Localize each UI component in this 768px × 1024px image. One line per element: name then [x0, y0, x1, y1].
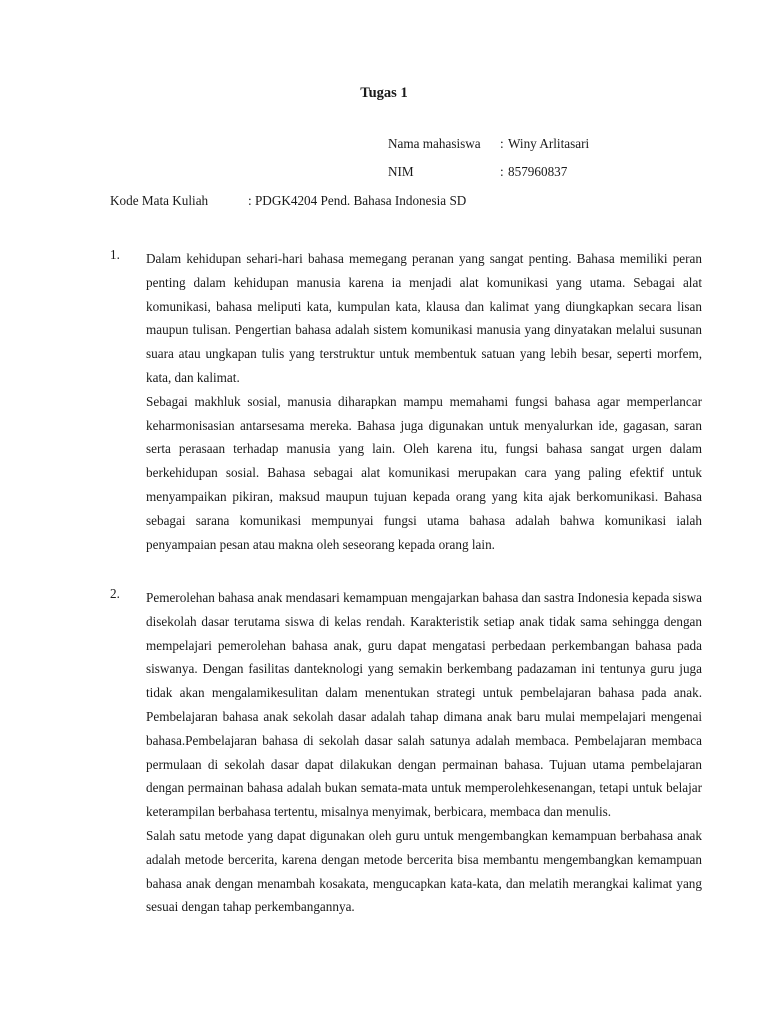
student-nim-value: 857960837	[508, 164, 568, 179]
student-name-row: Nama mahasiswa : Winy Arlitasari	[388, 136, 590, 151]
answer-paragraph: Dalam kehidupan sehari-hari bahasa memegang peranan yang sangat penting. Bahasa memiliki peran penting dalam kehidupan manusia karena ia menjadi alat komunikasi yang utama. Sebagai alat komunikasi, bahasa meliputi kata, kumpulan kata, klausa dan kalimat yang diungkapkan secara lisan maupun tulisan. Pengertian bahasa adalah sistem komunikasi manusia yang dinyatakan melalui susunan suara atau ungkapan tulis yang terstruktur untuk membentuk satuan yang lebih besar, seperti morfem, kata, dan kalimat.	[146, 251, 702, 385]
answer-item-1	[110, 247, 702, 556]
student-nim-row: NIM : 857960837	[388, 164, 568, 179]
course-code-value: : PDGK4204 Pend. Bahasa Indonesia SD	[248, 193, 467, 208]
answer-paragraph: Sebagai makhluk sosial, manusia diharapkan mampu memahami fungsi bahasa agar memperlancar keharmonisasian antarsesama mereka. Bahasa juga digunakan untuk menyalurkan ide, gagasan, saran serta perasaan terhadap manusia yang lain. Oleh karena itu, fungsi bahasa sangat urgen dalam berkehidupan sosial. Bahasa sebagai alat komunikasi merupakan cara yang paling efektif untuk menyampaikan pikiran, maksud maupun tujuan kepada orang yang kita ajak berkomunikasi. Bahasa sebagai sarana komunikasi mempunyai fungsi utama bahasa adalah bahwa komunikasi ialah penyampaian pesan atau makna oleh seseorang kepada orang lain.	[146, 393, 702, 552]
course-code-label: Kode Mata Kuliah	[110, 193, 209, 208]
answer-paragraph: Salah satu metode yang dapat digunakan oleh guru untuk mengembangkan kemampuan berbahasa anak adalah metode bercerita, karena dengan metode bercerita bisa membantu mengembangkan kemampuan bahasa anak dengan menambah kosakata, mengucapkan kata-kata, dan melatih merangkai kalimat yang sesuai dengan tahap perkembangannya.	[146, 827, 702, 915]
answer-number: 2.	[110, 586, 120, 601]
student-name-value: Winy Arlitasari	[508, 136, 590, 151]
student-name-label: Nama mahasiswa	[388, 136, 481, 151]
answer-number: 1.	[110, 247, 120, 262]
student-nim-label: NIM	[388, 164, 414, 179]
document-title: Tugas 1	[360, 85, 408, 101]
answer-item-2	[110, 586, 702, 919]
answer-body	[146, 586, 702, 919]
course-code-row	[110, 193, 466, 209]
answer-body	[146, 247, 702, 556]
answer-paragraph: Pemerolehan bahasa anak mendasari kemampuan mengajarkan bahasa dan sastra Indonesia kepada siswa disekolah dasar terutama siswa di kelas rendah. Karakteristik setiap anak tidak sama sehingga dengan mempelajari pemerolehan bahasa anak, guru dapat mengatasi perbedaan perkembangan bahasa pada siswanya. Dengan fasilitas danteknologi yang semakin berkembang padazaman ini tentunya guru juga tidak akan mengalamikesulitan dalam menentukan strategi untuk pembelajaran bahasa pada anak. Pembelajaran bahasa anak sekolah dasar adalah tahap dimana anak baru mulai mempelajari mengenai bahasa.Pembelajaran bahasa di sekolah dasar salah satunya adalah membaca. Pembelajaran membaca permulaan di sekolah dasar dapat dilakukan dengan permainan bahasa. Tujuan utama pembelajaran dengan permainan bahasa adalah bukan semata-mata untuk memperolehkesenangan, tetapi untuk belajar keterampilan berbahasa tertentu, misalnya menyimak, berbicara, membaca dan menulis.	[146, 590, 702, 820]
